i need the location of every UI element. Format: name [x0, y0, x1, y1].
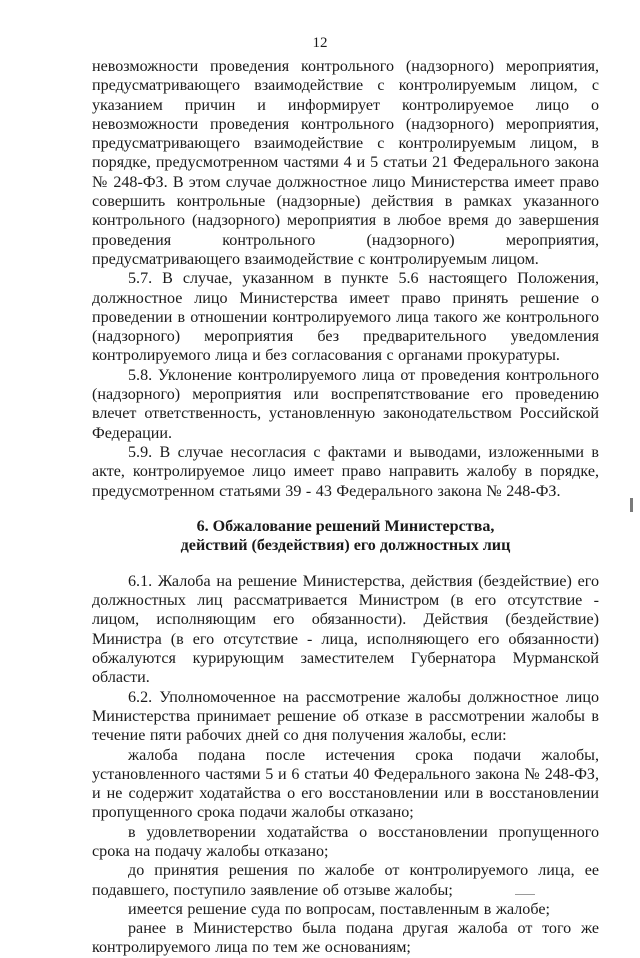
paragraph-continuation-5-6: невозможности проведения контрольного (надзорного) мероприятия, предусматривающего взаимодействие с контролируемым лицом, с указанием причин и информирует контролируемое лицо о невозможности проведения контрольного (надзорного) мероприятия, предусматривающего взаимодействие с контролируемым лицом, в порядке, предусмотренном частями 4 и 5 статьи 21 Федерального закона № 248-ФЗ. В этом случае должностное лицо Министерства имеет право совершить контрольные (надзорные) действия в рамках указанного контрольного (надзорного) мероприятия в любое время до завершения проведения контрольного (надзорного) мероприятия, предусматривающего взаимодействие с контролируемым лицом.: [92, 58, 599, 268]
document-body: [92, 57, 599, 958]
list-item-reason-5: ранее в Министерство была подана другая жалоба от того же контролируемого лица по тем же основаниям;: [92, 920, 599, 957]
section-heading-line-2: действий (бездействия) его должностных лиц: [180, 537, 511, 555]
paragraph-clause-5-9: 5.9. В случае несогласия с фактами и выводами, изложенными в акте, контролируемое лицо имеет право направить жалобу в порядке, предусмотренном статьями 39 - 43 Федерального закона № 248-ФЗ.: [92, 443, 599, 500]
paragraph-clause-6-2: 6.2. Уполномоченное на рассмотрение жалобы должностное лицо Министерства принимает решение об отказе в рассмотрении жалобы в течение пяти рабочих дней со дня получения жалобы, если:: [92, 688, 599, 745]
scan-artifact-bottom: [515, 894, 535, 895]
section-heading: [92, 517, 599, 556]
section-heading-line-1: 6. Обжалование решений Министерства,: [196, 517, 495, 535]
paragraph-clause-5-7: 5.7. В случае, указанном в пункте 5.6 настоящего Положения, должностное лицо Министерства имеет право принять решение о проведении в отношении контролируемого лица такого же контрольного (надзорного) мероприятия без предварительного уведомления контролируемого лица и без согласования с органами прокуратуры.: [92, 270, 599, 365]
list-item-reason-2: в удовлетворении ходатайства о восстановлении пропущенного срока на подачу жалобы отказано;: [92, 823, 599, 860]
list-item-reason-3: до принятия решения по жалобе от контролируемого лица, ее подавшего, поступило заявление об отзыве жалобы;: [92, 862, 599, 899]
list-item-reason-4: имеется решение суда по вопросам, поставленным в жалобе;: [128, 900, 550, 918]
paragraph-clause-5-8: 5.8. Уклонение контролируемого лица от проведения контрольного (надзорного) мероприятия или воспрепятствование его проведению влечет ответственность, установленную законодательством Российской Федерации.: [92, 366, 599, 442]
list-item-reason-1: жалоба подана после истечения срока подачи жалобы, установленного частями 5 и 6 статьи 40 Федерального закона № 248-ФЗ, и не содержит ходатайства о его восстановлении или в восстановлении пропущенного срока подачи жалобы отказано;: [92, 746, 599, 822]
page-number: 12: [312, 35, 328, 51]
scan-artifact-edge: [630, 498, 633, 512]
paragraph-clause-6-1: 6.1. Жалоба на решение Министерства, действия (бездействие) его должностных лиц рассматривается Министром (в его отсутствие - лицом, исполняющим его обязанности). Действия (бездействие) Министра (в его отсутствие - лица, исполняющего его обязанности) обжалуются курирующим заместителем Губернатора Мурманской области.: [92, 572, 599, 687]
